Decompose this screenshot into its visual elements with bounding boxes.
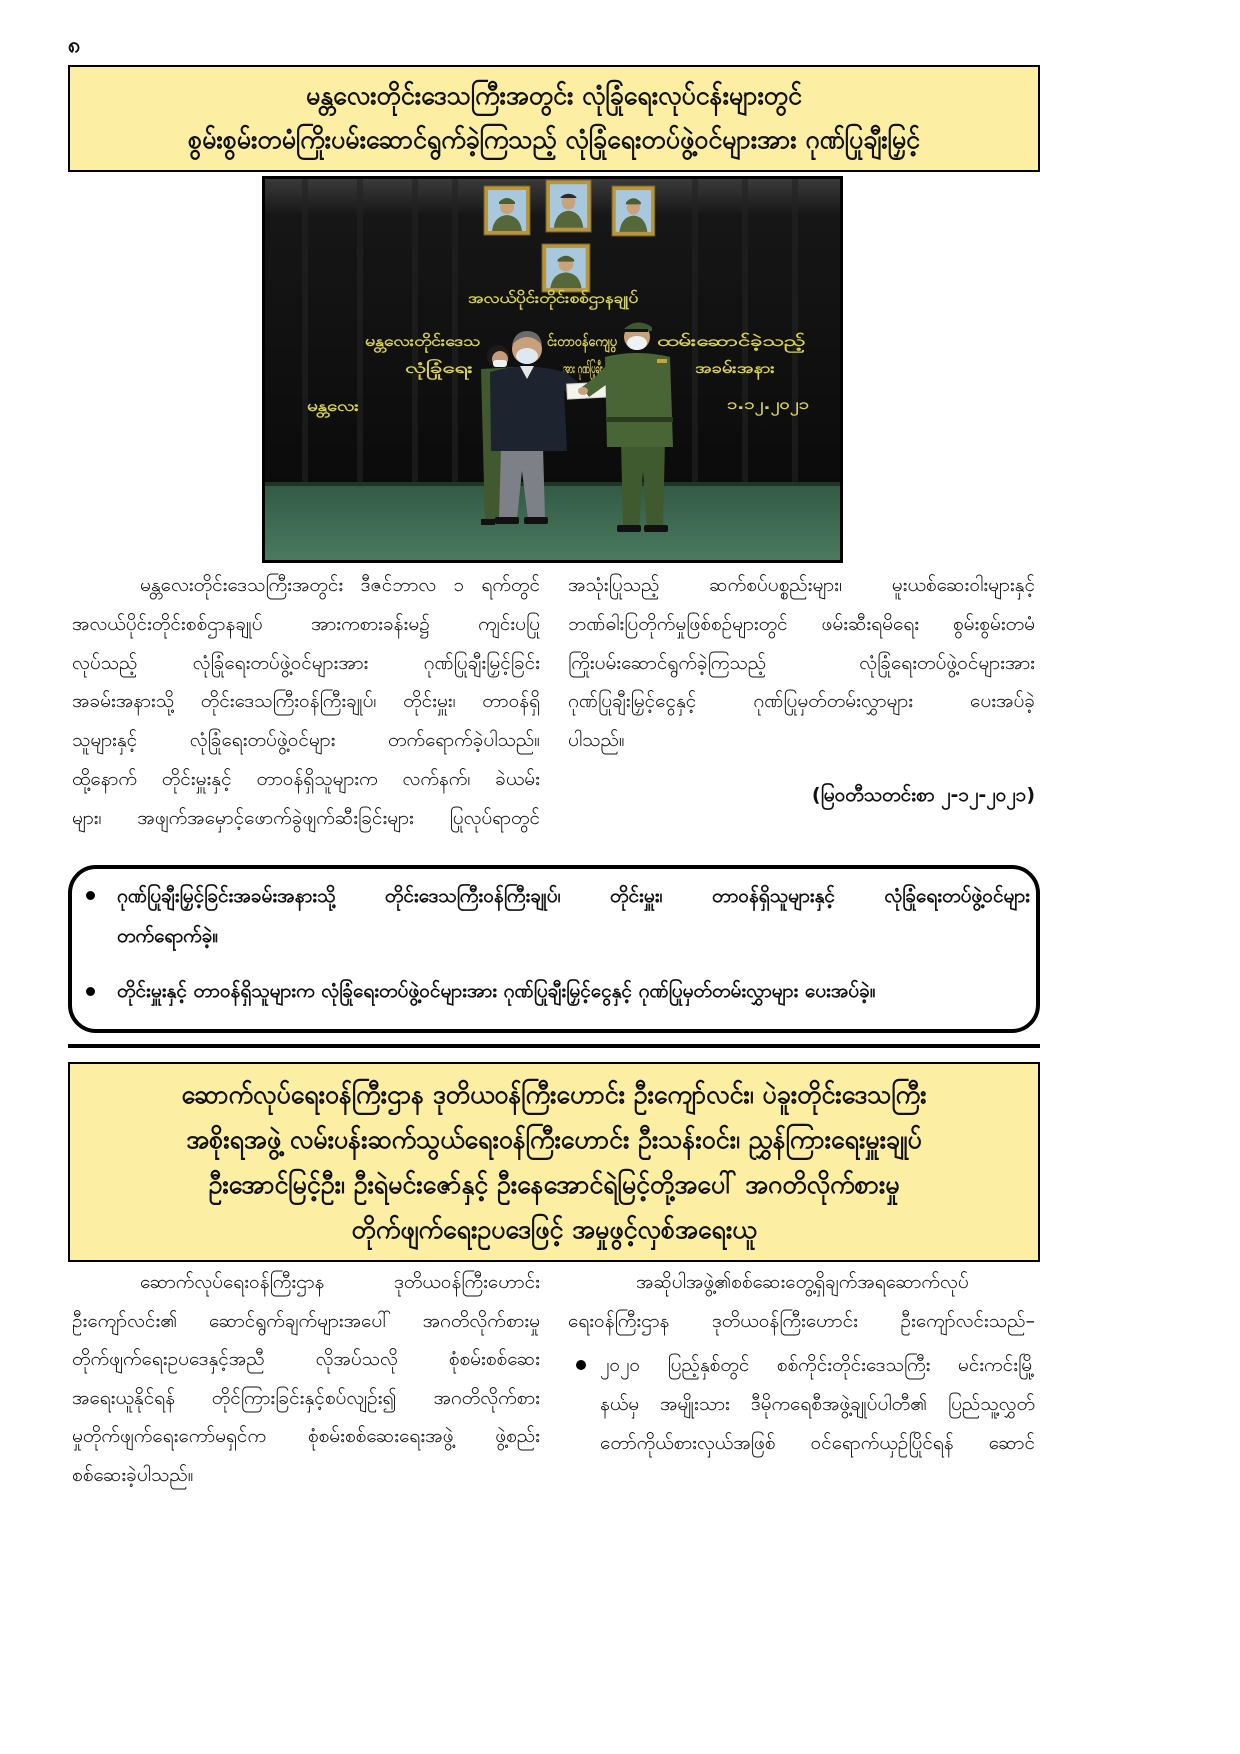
banner-line2-part: ထမ်းဆောင်ခဲ့သည့် xyxy=(657,334,752,350)
stage-floor xyxy=(265,486,840,560)
banner-line3-part: အား ဂုဏ်ပြုချီး xyxy=(563,361,637,377)
stage-edge xyxy=(265,482,840,486)
article1-headline-line: စွမ်းစွမ်းတမံကြိုးပမ်းဆောင်ရွက်ခဲ့ကြသည့် လုံခြုံရေးတပ်ဖွဲ့ဝင်များအား ဂုဏ်ပြုချီးမြှင့် xyxy=(188,125,920,154)
banner-line2-part: မန္တလေးတိုင်းဒေသ xyxy=(365,334,458,350)
article1-source-credit: (မြဝတီသတင်းစာ ၂-၁၂-၂၀၂၁) xyxy=(811,784,1035,806)
body-line: လုပ်သည့် လုံခြုံရေးတပ်ဖွဲ့ဝင်များအား ဂုဏ်ပြုချီးမြှင့်ခြင်း xyxy=(72,651,540,674)
body-line: ဆောက်လုပ်ရေးဝန်ကြီးဌာန ဒုတိယဝန်ကြီးဟောင်း xyxy=(140,1271,540,1293)
highlights-box xyxy=(68,865,1040,1033)
article1-photo xyxy=(262,176,843,563)
body-line: သူများနှင့် လုံခြုံရေးတပ်ဖွဲ့ဝင်များ တက်ရောက်ခဲ့ပါသည်။ xyxy=(72,729,540,752)
portrait-1 xyxy=(484,186,530,235)
portrait-2 xyxy=(546,180,591,232)
body-line: အလယ်ပိုင်းတိုင်းစစ်ဌာနချုပ် အားကစားခန်းမ၌ ကျင်းပပြု xyxy=(72,612,540,635)
banner-place: မန္တလေး xyxy=(307,399,347,415)
article2-headline-line: ဆောက်လုပ်ရေးဝန်ကြီးဌာန ဒုတိယဝန်ကြီးဟောင်း ဦးကျော်လင်း၊ ပဲခူးတိုင်းဒေသကြီး xyxy=(181,1080,927,1109)
body-line: မှုတိုက်ဖျက်ရေးကော်မရှင်က စုံစမ်းစစ်ဆေးရေးအဖွဲ့ ဖွဲ့စည်း xyxy=(72,1425,540,1448)
photo-scene xyxy=(265,179,840,560)
article1-headline-box xyxy=(68,65,1040,172)
body-line: တိုက်ဖျက်ရေးဥပဒေနှင့်အညီ လိုအပ်သလို စုံစမ်းစစ်ဆေး xyxy=(72,1348,540,1371)
bullet-icon xyxy=(86,891,95,900)
body-line: စစ်ဆေးခဲ့ပါသည်။ xyxy=(72,1463,194,1486)
body-line: တော်ကိုယ်စားလှယ်အဖြစ် ဝင်ရောက်ယှဉ်ပြိုင်ရန် ဆောင် xyxy=(600,1432,1035,1454)
body-line: ဘဏ်ဓါးပြတိုက်မှုဖြစ်စဉ်များတွင် ဖမ်းဆီးရမိရေး စွမ်းစွမ်းတမံ xyxy=(568,612,1035,635)
article1-left-column xyxy=(72,566,540,838)
highlight-line: ဂုဏ်ပြုချီးမြှင့်ခြင်းအခမ်းအနားသို့ တိုင်းဒေသကြီးဝန်ကြီးချုပ်၊ တိုင်းမှူး၊ တာဝန်ရှိသူများနှင့် လုံခြုံရေးတပ်ဖွဲ့ဝင်များ xyxy=(117,885,1030,907)
bullet-icon xyxy=(86,987,95,996)
body-line: ဂုဏ်ပြုချီးမြှင့်ငွေနှင့် ဂုဏ်ပြုမှတ်တမ်းလွှာများ ပေးအပ်ခဲ့ xyxy=(568,690,1035,713)
portrait-4 xyxy=(542,244,590,292)
body-line: အသုံးပြုသည့် ဆက်စပ်ပစ္စည်းများ၊ မူးယစ်ဆေးဝါးများနှင့် xyxy=(568,574,1035,596)
bullet-icon xyxy=(576,1360,586,1370)
section-divider xyxy=(68,1044,1040,1048)
body-line: နယ်မှ အမျိုးသား ဒီမိုကရေစီအဖွဲ့ချုပ်ပါတီ၏ ပြည်သူ့လွှတ် xyxy=(600,1393,1035,1415)
article2-headline-box xyxy=(68,1062,1040,1262)
banner-line2-part: င်းတာဝန်ကျေပွ xyxy=(547,334,625,350)
body-line: များ၊ အဖျက်အမှောင့်ဖောက်ခွဲဖျက်ဆီးခြင်းများ ပြုလုပ်ရာတွင် xyxy=(72,806,540,829)
body-line: မန္တလေးတိုင်းဒေသကြီးအတွင်း ဒီဇင်ဘာလ ၁ ရက်တွင် xyxy=(140,574,540,596)
article1-right-column xyxy=(568,566,1035,760)
portrait-3 xyxy=(612,186,655,236)
highlight-line: တက်ရောက်ခဲ့။ xyxy=(117,925,219,947)
article2-right-column xyxy=(568,1263,1035,1340)
body-line: ၂၀၂၀ ပြည့်နှစ်တွင် စစ်ကိုင်းတိုင်းဒေသကြီး မင်းကင်းမြို့ xyxy=(600,1354,1035,1376)
body-line: ထို့နောက် တိုင်းမှူးနှင့် တာဝန်ရှိသူများက လက်နက်၊ ခဲယမ်း xyxy=(72,767,540,790)
banner-line3-part: လုံခြုံရေး xyxy=(405,361,448,377)
body-line: ဦးကျော်လင်း၏ ဆောင်ရွက်ချက်များအပေါ် အဂတိလိုက်စားမှု xyxy=(72,1309,540,1332)
body-line: ပါသည်။ xyxy=(568,729,625,752)
body-line: အရေးယူနိုင်ရန် တိုင်ကြားခြင်းနှင့်စပ်လျဉ်း၍ အဂတိလိုက်စား xyxy=(72,1386,540,1409)
article2-bullet-item xyxy=(600,1346,1035,1463)
body-line: အခမ်းအနားသို့ တိုင်းဒေသကြီးဝန်ကြီးချုပ်၊ တိုင်းမှူး၊ တာဝန်ရှိ xyxy=(72,690,540,713)
page-number: ၈ xyxy=(68,33,81,58)
highlight-line: တိုင်းမှူးနှင့် တာဝန်ရှိသူများက လုံခြုံရေးတပ်ဖွဲ့ဝင်များအား ဂုဏ်ပြုချီးမြှင့်ငွေနှင့် ဂုဏ်ပြုမှတ်တမ်းလွှာများ ပေးအပ်ခဲ့။ xyxy=(117,980,876,1002)
body-line: ရေးဝန်ကြီးဌာန ဒုတိယဝန်ကြီးဟောင်း ဦးကျော်လင်းသည်– xyxy=(568,1309,1035,1332)
body-line: အဆိုပါအဖွဲ့၏စစ်ဆေးတွေ့ရှိချက်အရဆောက်လုပ် xyxy=(636,1271,969,1293)
article2-headline-line: ဦးအောင်မြင့်ဦး၊ ဦးရဲမင်းဇော်နှင့် ဦးနေအောင်ရဲမြင့်တို့အပေါ် အဂတိလိုက်စားမှု xyxy=(208,1170,900,1199)
article2-headline-line: အစိုးရအဖွဲ့ လမ်းပန်းဆက်သွယ်ရေးဝန်ကြီးဟောင်း ဦးသန်းဝင်း၊ ညွှန်ကြားရေးမှူးချုပ် xyxy=(186,1125,922,1154)
banner-date: ၁.၁၂.၂၀၂၁ xyxy=(727,397,790,413)
body-line: ကြိုးပမ်းဆောင်ရွက်ခဲ့ကြသည့် လုံခြုံရေးတပ်ဖွဲ့ဝင်များအား xyxy=(568,651,1035,674)
article1-headline-line: မန္တလေးတိုင်းဒေသကြီးအတွင်း လုံခြုံရေးလုပ်ငန်းများတွင် xyxy=(305,81,803,110)
banner-line3-part: အခမ်းအနား xyxy=(695,361,757,377)
article2-left-column xyxy=(72,1263,540,1495)
banner-title: အလယ်ပိုင်းတိုင်းစစ်ဌာနချုပ် xyxy=(468,291,609,307)
article2-headline-line: တိုက်ဖျက်ရေးဥပဒေဖြင့် အမှုဖွင့်လှစ်အရေးယူ xyxy=(351,1215,757,1244)
